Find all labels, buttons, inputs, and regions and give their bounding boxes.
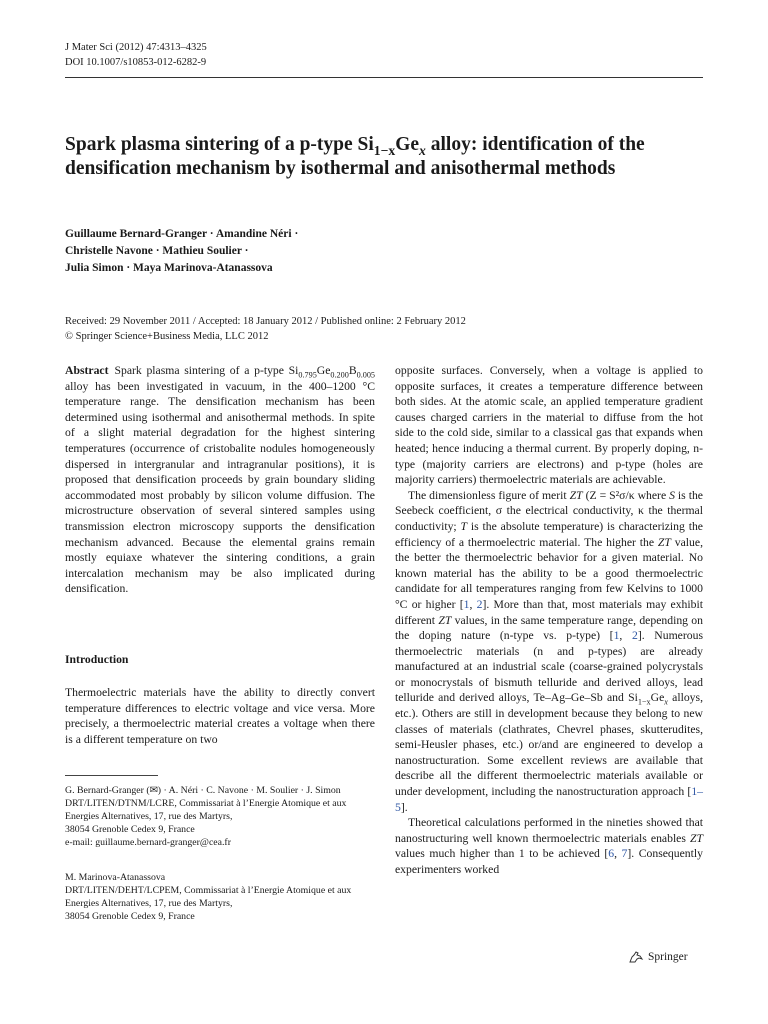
doi: DOI 10.1007/s10853-012-6282-9 [65, 56, 207, 68]
ref-link[interactable]: 2 [632, 629, 638, 643]
right-column: opposite surfaces. Conversely, when a voltage is applied to opposite surfaces, it creates a temperature difference between both sides. At the atomic scale, an applied temperature gradient causes charged carriers in the material to diffuse from the hot side to the cold side, similar to a classical gas that expands when heated; hence inducing a thermal current. By properly doping, n-type (majority carriers are electrons) and p-type (holes are majority carriers) thermoelectric materials are achievable. The dimensionless figure of merit ZT (Z = S²σ/κ where S is the Seebeck coefficient, σ the electrical conductivity, κ the thermal conductivity; T is the absolute temperature) is characterizing the efficiency of a thermoelectric material. The higher the ZT value, the better the thermoelectric behavior for a given material. No known material has the ability to be a good thermoelectric candidate for all temperatures ranging from few Kelvins to 1000 °C or higher [1, 2]. More than that, most materials may exhibit different ZT values, in the same temperature range, depending on the doping nature (n-type vs. p-type) [1, 2]. Numerous thermoelectric materials (n and p-types) are already manufactured at an industrial scale (coarse-grained polycrystals or monocrystals of bismuth telluride and derived alloys, lead telluride and derived alloys, Te–Ag–Ge–Sb and $Si_{1-x}Ge_x$ alloys, etc.). Others are still in development because they belong to new classes of materials (clathrates, Chevrel phases, skutterudites, semi-Heusler phases, etc.) or/and are engineered to develop a nanostructuration. Some excellent reviews are available that describe all the different thermoelectric materials available or under development, including the nanostructuration approach [1–5]. Theoretical calculations performed in the nineties showed that nanostructuring well known thermoelectric materials enables ZT values much higher than 1 to be achieved [6, 7]. Consequently experimenters worked [395, 364, 704, 876]
author-list: Guillaume Bernard-Granger · Amandine Néri · Christelle Navone · Mathieu Soulier · Julia Simon · Maya Marinova-Atanassova [65, 228, 299, 274]
affiliation-1: G. Bernard-Granger (✉) · A. Néri · C. Navone · M. Soulier · J. Simon DRT/LITEN/DTNM/LCRE, Commissariat à l’Energie Atomique et aux Energies Alternatives, 17, rue des Martyrs, 38054 Grenoble Cedex 9, France e-mail: guillaume.bernard-granger@cea.fr [65, 784, 375, 849]
ref-link[interactable]: 1 [613, 629, 620, 643]
ref-link[interactable]: 7 [621, 847, 628, 861]
paper-title: Spark plasma sintering of a p-type $Si_{1-x}Ge_x$ alloy: identification of the densification mechanism by isothermal and anisothermal methods [65, 134, 645, 179]
ref-link[interactable]: 1–5 [395, 785, 703, 814]
ref-link[interactable]: 2 [476, 597, 483, 611]
publisher-name: Springer [648, 951, 688, 963]
introduction-para: Thermoelectric materials have the ability to directly convert temperature differences to electric voltage and vice versa. More precisely, a thermoelectric material creates a voltage when there is a different temperature on two [65, 686, 375, 746]
introduction-heading: Introduction [65, 653, 129, 666]
ref-link[interactable]: 6 [608, 847, 615, 861]
email-link[interactable]: e-mail: guillaume.bernard-granger@cea.fr [65, 837, 231, 848]
abstract-heading: Abstract [65, 364, 109, 377]
abstract: Abstract Spark plasma sintering of a p-type $Si_{0.795}Ge_{0.200}B_{0.005}$ alloy has been investigated in vacuum, in the 400–1200 °C temperature range. The densification mechanism has been determined using isothermal and anisothermal methods. In spite of a slight material degradation for the highest sintering temperatures (occurrence of cristobalite nodules homogeneously dispersed in intergranular and intragranular positions), it is proposed that densification proceeds by grain boundary sliding accommodated most probably by silicon volume diffusion. The microstructure observation of several sintered samples using transmission electron microscopy supports the densification mechanism advanced. Because the elemental grains remain mostly equiaxe whatever the sintering conditions, a grain intercalation mechanism may be also implicated during densification. [65, 364, 375, 596]
citation: J Mater Sci (2012) 47:4313–4325 [65, 42, 207, 53]
header-rule [65, 77, 703, 78]
springer-horse-icon [628, 950, 644, 964]
footnote-rule [65, 775, 158, 776]
publication-dates: Received: 29 November 2011 / Accepted: 18 January 2012 / Published online: 2 February 2012 © Springer Science+Business Media, LLC 2012 [65, 316, 466, 342]
ref-link[interactable]: 1 [463, 597, 470, 611]
journal-header [65, 41, 207, 70]
publisher-footer [628, 950, 688, 964]
affiliation-2: M. Marinova-Atanassova DRT/LITEN/DEHT/LCPEM, Commissariat à l’Energie Atomique et aux Energies Alternatives, 17, rue des Martyrs, 38054 Grenoble Cedex 9, France [65, 872, 352, 922]
